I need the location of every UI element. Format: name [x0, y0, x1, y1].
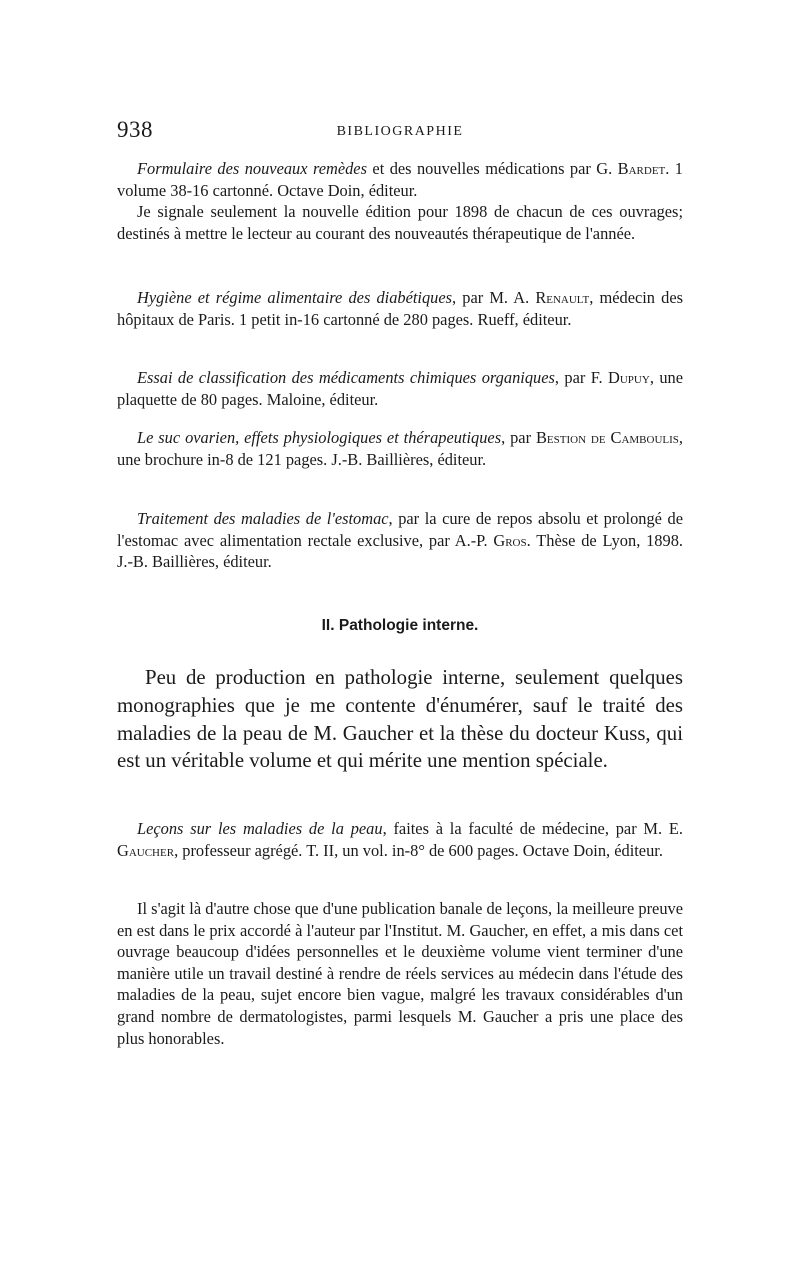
entry-author: Bestion de Camboulis — [535, 428, 679, 447]
entry-title: Traitement des maladies de l'estomac — [137, 509, 389, 528]
entry-citation — [117, 427, 683, 470]
entry-note: Je signale seulement la nouvelle édition pour 1898 de chacun de ces ouvrages; destinés à mettre le lecteur au courant des nouveautés thérapeutique de l'année. — [117, 202, 683, 243]
entry-traitement — [117, 508, 683, 573]
entry-hygiene — [117, 287, 683, 330]
entry-details: , médecin des hôpitaux de Paris. 1 petit in-16 cartonné de 280 pages. Rueff, éditeur. — [117, 288, 683, 329]
entry-author: Gaucher — [117, 840, 175, 860]
entry-details: . Thèse de Lyon, 1898. J.-B. Baillières, éditeur. — [117, 530, 683, 572]
entry-title: Le suc ovarien, effets physiologiques et thérapeutiques — [137, 428, 502, 447]
entry-author: Bardet — [617, 159, 666, 178]
entry-title: Formulaire des nouveaux remèdes — [137, 159, 367, 178]
entry-details: , une plaquette de 80 pages. Maloine, éditeur. — [117, 368, 683, 409]
entry-essai — [117, 367, 683, 410]
entry-connector: et des nouvelles médications par G. — [366, 159, 618, 178]
entry-lecons-note — [117, 898, 683, 1049]
entry-connector: , par F. — [554, 368, 609, 387]
entry-title: Essai de classification des médicaments chimiques organiques — [137, 368, 555, 387]
entry-citation — [117, 508, 683, 573]
entry-connector: , faites à la faculté de médecine, par M. E. — [382, 819, 683, 838]
section-intro: Peu de production en pathologie interne, seulement quelques monographies que je me contente d'énumérer, sauf le traité des maladies de la peau de M. Gaucher et la thèse du docteur Kuss, qui est un véritable volume et qui mérite une mention spéciale. — [117, 666, 683, 773]
entry-connector: , par la cure de repos absolu et prolongé de l'estomac avec alimentation rectale exclusive, par A.-P. — [117, 509, 683, 550]
entry-details: , professeur agrégé. T. II, un vol. in-8° de 600 pages. Octave Doin, éditeur. — [174, 840, 663, 860]
entry-suc-ovarien — [117, 427, 683, 470]
entry-details: . 1 volume 38-16 cartonné. Octave Doin, éditeur. — [117, 159, 684, 200]
entry-citation — [117, 158, 683, 201]
entry-citation — [117, 287, 683, 330]
entry-details: , une brochure in-8 de 121 pages. J.-B. Baillières, éditeur. — [117, 428, 683, 469]
entry-author: Gros — [493, 530, 527, 550]
entry-citation — [117, 818, 683, 861]
page-header — [117, 117, 683, 147]
entry-note: Il s'agit là d'autre chose que d'une publication banale de leçons, la meilleure preuve en est dans le prix accordé à l'auteur par l'Institut. M. Gaucher, en effet, a mis dans cet ouvrage beaucoup d'idées personnelles et le deuxième volume vient terminer d'une manière utile un travail destiné à rendre de réels services au médecin dans l'étude des maladies de la peau, sujet encore bien vague, malgré les travaux considérables d'un grand nombre de dermatologistes, parmi lesquels M. Gaucher a pris une place des plus honorables. — [117, 899, 683, 1048]
entry-connector: , par M. A. — [452, 288, 536, 307]
entry-formulaire — [117, 158, 683, 244]
entry-citation — [117, 367, 683, 410]
running-head: BIBLIOGRAPHIE — [336, 124, 464, 139]
page-number: 938 — [117, 117, 153, 142]
entry-author: Renault — [535, 288, 590, 307]
entry-lecons — [117, 818, 683, 861]
entry-connector: , par — [501, 428, 536, 447]
entry-title: Hygiène et régime alimentaire des diabétiques — [137, 288, 453, 307]
section-heading: II. Pathologie interne. — [321, 617, 479, 634]
entry-title: Leçons sur les maladies de la peau — [137, 819, 383, 838]
entry-author: Dupuy — [608, 368, 650, 387]
